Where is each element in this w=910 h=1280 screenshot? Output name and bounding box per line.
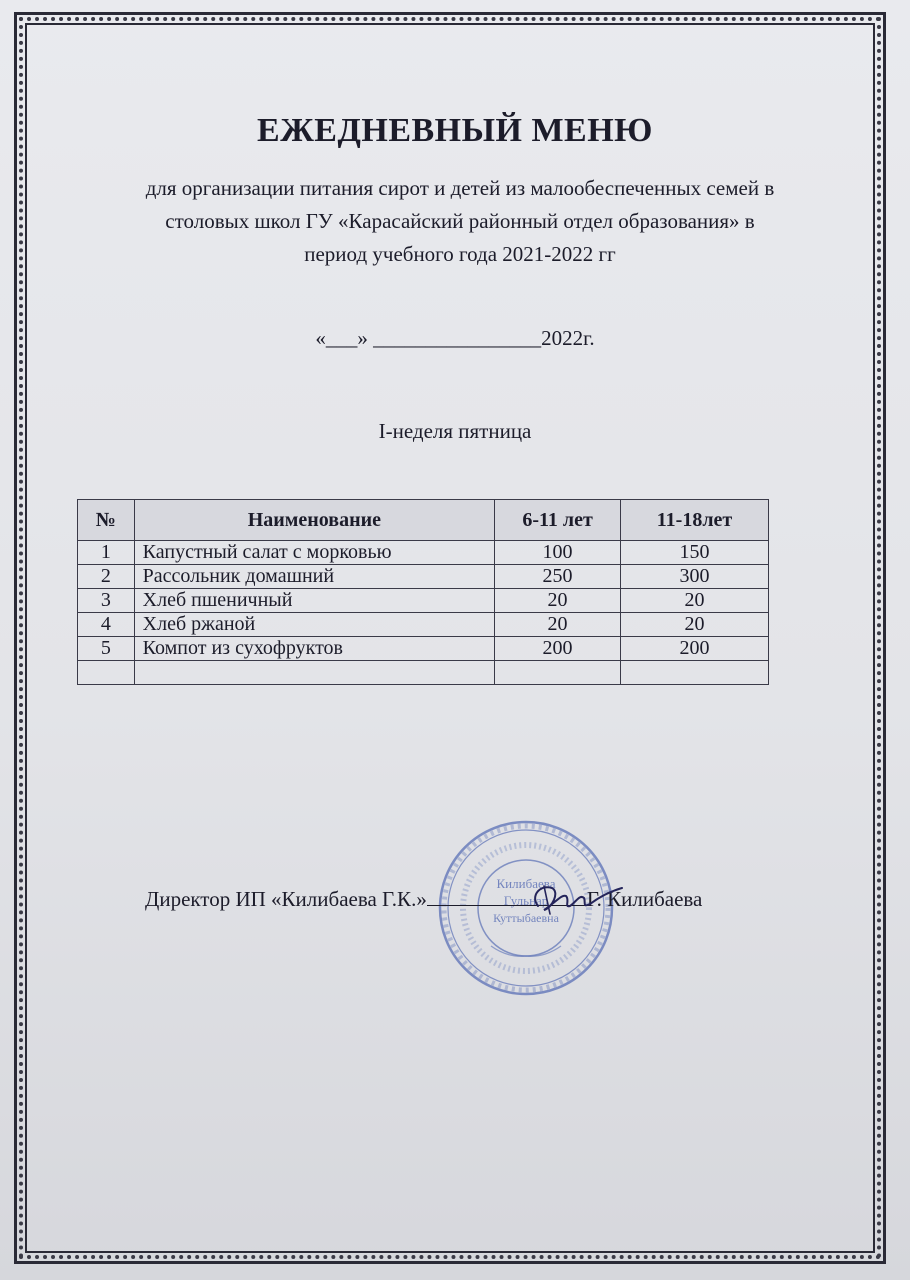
header-number: №	[78, 500, 135, 541]
table-row	[78, 613, 769, 637]
row-number: 5	[78, 637, 135, 661]
row-age-6-11: 200	[495, 637, 621, 661]
subtitle-line-3: период учебного года 2021-2022 гг	[304, 242, 616, 266]
row-age-11-18: 200	[621, 637, 769, 661]
row-age-11-18: 20	[621, 613, 769, 637]
row-age-11-18: 300	[621, 565, 769, 589]
stamp-line-2: Гульнар	[503, 893, 549, 908]
row-name: Рассольник домашний	[134, 565, 494, 589]
row-age-6-11: 20	[495, 589, 621, 613]
row-age-6-11: 20	[495, 613, 621, 637]
row-name: Капустный салат с морковью	[134, 541, 494, 565]
table-row	[78, 589, 769, 613]
table-row-empty	[78, 661, 769, 685]
handwritten-signature	[500, 866, 630, 926]
row-name: Компот из сухофруктов	[134, 637, 494, 661]
table-row	[78, 541, 769, 565]
row-number: 1	[78, 541, 135, 565]
row-number: 4	[78, 613, 135, 637]
date-line: «___» ________________2022г.	[315, 326, 595, 350]
subtitle-line-1: для организации питания сирот и детей из малообеспеченных семей в	[145, 176, 775, 200]
header-name: Наименование	[134, 500, 494, 541]
menu-table	[77, 499, 769, 685]
row-age-6-11: 250	[495, 565, 621, 589]
table-row	[78, 565, 769, 589]
row-name: Хлеб пшеничный	[134, 589, 494, 613]
row-number: 2	[78, 565, 135, 589]
director-role: Директор ИП «Килибаева Г.К.»	[145, 887, 427, 911]
stamp-line-3: Куттыбаевна	[493, 911, 559, 925]
row-age-11-18: 20	[621, 589, 769, 613]
row-age-11-18	[621, 661, 769, 685]
subtitle-line-2: столовых школ ГУ «Карасайский районный отдел образования» в	[165, 209, 755, 233]
header-age-11-18: 11-18лет	[621, 500, 769, 541]
stamp-line-1: Килибаева	[496, 876, 556, 891]
row-age-6-11: 100	[495, 541, 621, 565]
header-age-6-11: 6-11 лет	[495, 500, 621, 541]
director-name: Г. Килибаева	[586, 887, 703, 911]
document-title: ЕЖЕДНЕВНЫЙ МЕНЮ	[257, 112, 653, 149]
row-age-11-18: 150	[621, 541, 769, 565]
week-label: I-неделя пятница	[378, 419, 532, 443]
row-number: 3	[78, 589, 135, 613]
row-name: Хлеб ржаной	[134, 613, 494, 637]
row-number	[78, 661, 135, 685]
document-subtitle	[70, 172, 850, 271]
row-age-6-11	[495, 661, 621, 685]
row-name	[134, 661, 494, 685]
table-row	[78, 637, 769, 661]
menu-table-header	[78, 500, 769, 541]
